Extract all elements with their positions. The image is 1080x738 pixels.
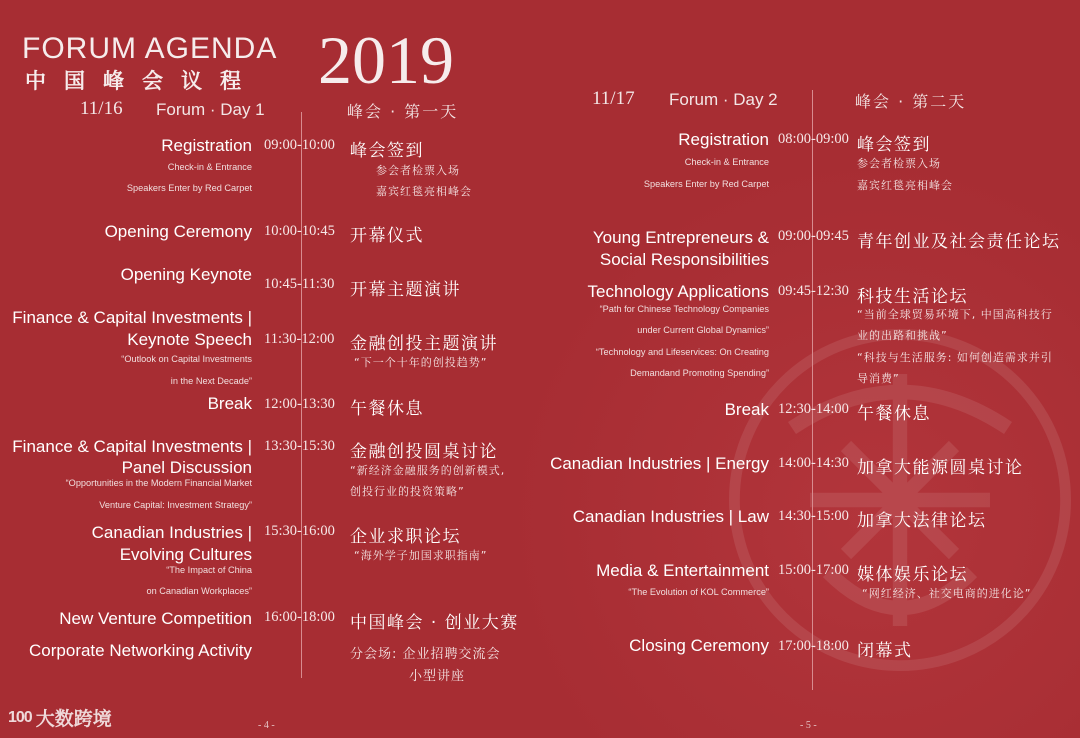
day1-session-new-venture-time: 16:00-18:00 (264, 609, 335, 625)
day1-session-finance-keynote-time: 11:30-12:00 (264, 331, 335, 347)
day1-session-new-venture-zh: 中国峰会 · 创业大赛 (350, 613, 519, 633)
day1-session-finance-panel-sub-2: Venture Capital: Investment Strategy” (99, 500, 252, 510)
day1-session-finance-panel-subzh-1: “新经济金融服务的创新模式, (350, 464, 506, 477)
day1-session-evolving-cultures-sub-1: “The Impact of China (166, 565, 252, 575)
day1-session-finance-panel-title: Finance & Capital Investments | (12, 437, 252, 456)
day1-session-registration-subzh-1: 参会者检票入场 (376, 164, 460, 177)
day1-session-finance-panel-title-2: Panel Discussion (121, 458, 252, 477)
day2-session-energy-zh: 加拿大能源圆桌讨论 (857, 458, 1024, 478)
day2-session-tech-applications-title: Technology Applications (587, 282, 769, 301)
day2-session-tech-applications-subzh-2: 业的出路和挑战” (857, 329, 948, 342)
day2-session-young-entrepreneurs-title: Young Entrepreneurs & (592, 228, 769, 247)
day1-session-evolving-cultures-title-2: Evolving Cultures (119, 545, 252, 564)
page-number-left: - 4 - (258, 720, 275, 731)
agenda-year: 2019 (318, 22, 454, 98)
day1-session-registration-title: Registration (161, 136, 252, 155)
day1-session-registration-sub-1: Check-in & Entrance (167, 162, 252, 172)
day1-session-finance-keynote-sub-1: “Outlook on Capital Investments (121, 354, 252, 364)
day1-label: Forum · Day 1 (156, 100, 265, 119)
day2-session-registration-sub-2: Speakers Enter by Red Carpet (643, 179, 769, 189)
day1-session-networking-title: Corporate Networking Activity (29, 641, 252, 660)
day2-session-law-time: 14:30-15:00 (778, 508, 849, 524)
day2-session-tech-applications-sub-4: Demandand Promoting Spending” (630, 368, 769, 378)
day2-session-closing-time: 17:00-18:00 (778, 638, 849, 654)
day2-session-young-entrepreneurs-title-2: Social Responsibilities (599, 250, 769, 269)
day1-session-opening-ceremony-zh: 开幕仪式 (350, 226, 424, 246)
day2-session-law-zh: 加拿大法律论坛 (857, 511, 987, 531)
day1-session-new-venture-title: New Venture Competition (59, 609, 252, 628)
day2-session-tech-applications-zh: 科技生活论坛 (857, 287, 968, 307)
day1-session-evolving-cultures-sub-2: on Canadian Workplaces” (146, 586, 252, 596)
day2-session-media-title: Media & Entertainment (596, 561, 769, 580)
day2-session-tech-applications-sub-1: “Path for Chinese Technology Companies (599, 304, 769, 314)
day1-session-registration-subzh-2: 嘉宾红毯亮相峰会 (376, 185, 472, 198)
day1-session-break-title: Break (207, 394, 252, 413)
day1-session-evolving-cultures-time: 15:30-16:00 (264, 523, 335, 539)
day2-session-media-sub-1: “The Evolution of KOL Commerce” (628, 587, 769, 597)
forum-agenda-title-zh: 中国峰会议程 (25, 69, 259, 93)
day1-session-opening-ceremony-time: 10:00-10:45 (264, 223, 335, 239)
day1-session-finance-keynote-title-2: Keynote Speech (127, 330, 252, 349)
day2-session-break-zh: 午餐休息 (857, 404, 931, 424)
day1-session-finance-keynote-sub-2: in the Next Decade” (170, 376, 252, 386)
page-number-right: - 5 - (800, 720, 817, 731)
day1-timeline-line (301, 112, 302, 678)
day2-session-media-subzh-1: “网红经济、社交电商的进化论” (862, 587, 1032, 600)
day2-session-energy-time: 14:00-14:30 (778, 455, 849, 471)
day1-session-finance-keynote-title: Finance & Capital Investments | (12, 308, 252, 327)
day2-session-registration-sub-1: Check-in & Entrance (684, 157, 769, 167)
day1-session-finance-panel-zh: 金融创投圆桌讨论 (350, 442, 498, 462)
day1-session-networking-zh: 分会场: 企业招聘交流会 (350, 647, 501, 662)
decorative-seal-icon (720, 320, 1080, 680)
day1-session-break-zh: 午餐休息 (350, 399, 424, 419)
day2-date: 11/17 (592, 88, 635, 109)
day2-session-young-entrepreneurs-zh: 青年创业及社会责任论坛 (857, 232, 1061, 252)
day1-session-networking-zh-2: 小型讲座 (409, 669, 466, 684)
day1-session-break-time: 12:00-13:30 (264, 396, 335, 412)
day1-session-finance-keynote-subzh-1: “下一个十年的创投趋势” (354, 356, 488, 369)
watermark-text: 大数跨境 (35, 708, 112, 730)
day1-session-registration-time: 09:00-10:00 (264, 137, 335, 153)
watermark-logo-icon: 100 (8, 708, 32, 726)
day2-session-media-time: 15:00-17:00 (778, 562, 849, 578)
day2-session-tech-applications-subzh-1: “当前全球贸易环境下, 中国高科技行 (857, 308, 1053, 321)
day2-session-tech-applications-time: 09:45-12:30 (778, 283, 849, 299)
day2-timeline-line (812, 90, 813, 690)
day1-session-opening-keynote-zh: 开幕主题演讲 (350, 280, 461, 300)
day1-session-opening-keynote-time: 10:45-11:30 (264, 276, 335, 292)
day2-session-law-title: Canadian Industries | Law (572, 507, 769, 526)
day1-label-zh: 峰会 · 第一天 (347, 102, 459, 121)
day2-session-registration-subzh-1: 参会者检票入场 (857, 157, 941, 170)
day1-session-registration-sub-2: Speakers Enter by Red Carpet (126, 183, 252, 193)
day2-session-energy-title: Canadian Industries | Energy (550, 454, 769, 473)
day2-label-zh: 峰会 · 第二天 (855, 92, 967, 111)
day1-session-evolving-cultures-zh: 企业求职论坛 (350, 527, 461, 547)
watermark (8, 704, 112, 731)
day1-session-evolving-cultures-subzh-1: “海外学子加国求职指南” (354, 549, 488, 562)
day2-session-tech-applications-sub-3: “Technology and Lifeservices: On Creating (595, 347, 769, 357)
forum-agenda-title: FORUM AGENDA (22, 32, 278, 65)
day2-session-break-title: Break (724, 400, 769, 419)
day1-session-finance-panel-subzh-2: 创投行业的投资策略” (350, 485, 465, 498)
day1-session-opening-ceremony-title: Opening Ceremony (104, 222, 252, 241)
day2-session-tech-applications-subzh-3: “科技与生活服务: 如何创造需求并引 (857, 351, 1053, 364)
day2-session-registration-title: Registration (678, 130, 769, 149)
day2-session-closing-title: Closing Ceremony (629, 636, 769, 655)
day2-session-registration-zh: 峰会签到 (857, 135, 931, 155)
day1-session-opening-keynote-title: Opening Keynote (120, 265, 252, 284)
day1-session-finance-keynote-zh: 金融创投主题演讲 (350, 334, 498, 354)
day2-session-tech-applications-subzh-4: 导消费” (857, 372, 900, 385)
day2-session-media-zh: 媒体娱乐论坛 (857, 565, 968, 585)
day1-session-evolving-cultures-title: Canadian Industries | (91, 523, 252, 542)
day1-session-finance-panel-sub-1: “Opportunities in the Modern Financial Market (65, 478, 252, 488)
day1-session-registration-zh: 峰会签到 (350, 141, 424, 161)
day2-session-break-time: 12:30-14:00 (778, 401, 849, 417)
day2-session-tech-applications-sub-2: under Current Global Dynamics” (637, 325, 769, 335)
day2-session-young-entrepreneurs-time: 09:00-09:45 (778, 228, 849, 244)
day1-session-finance-panel-time: 13:30-15:30 (264, 438, 335, 454)
day2-label: Forum · Day 2 (669, 90, 778, 109)
day2-session-registration-subzh-2: 嘉宾红毯亮相峰会 (857, 179, 953, 192)
day2-session-registration-time: 08:00-09:00 (778, 131, 849, 147)
day1-date: 11/16 (80, 98, 123, 119)
day2-session-closing-zh: 闭幕式 (857, 641, 913, 661)
